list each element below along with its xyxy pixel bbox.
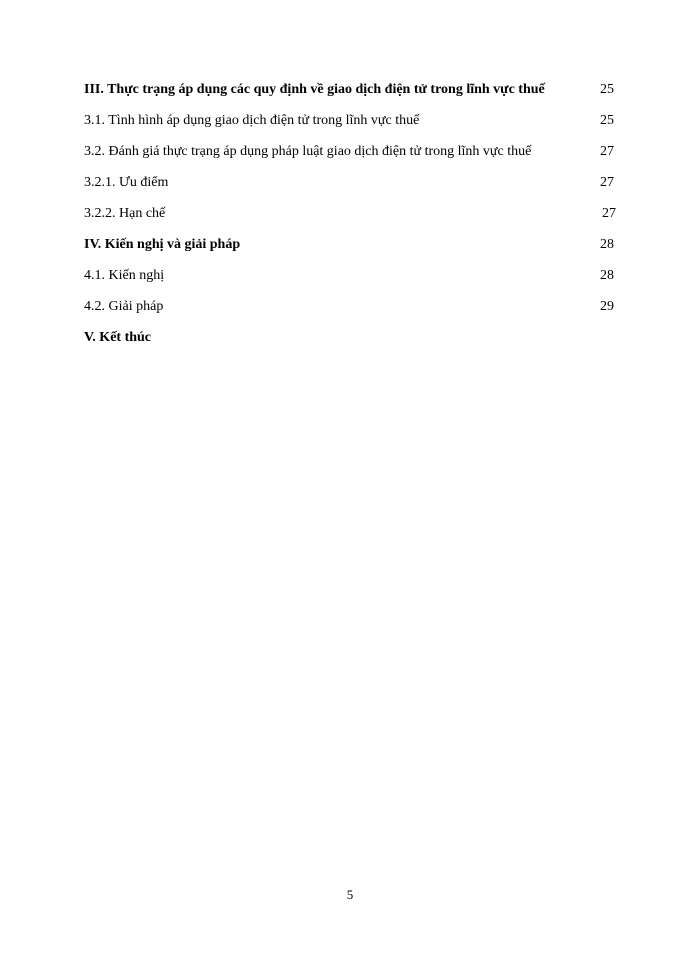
toc-entry-title: 3.2.1. Ưu điểm [84,175,169,190]
toc-entry-3-1 [84,111,614,142]
page-number: 5 [346,887,354,902]
toc-entry-page-number: 25 [600,113,614,128]
toc-entry-page-number: 28 [600,237,614,252]
toc-entry-page-number: 28 [600,268,614,283]
toc-entry-title: 3.2. Đánh giá thực trạng áp dụng pháp luật giao dịch điện tử trong lĩnh vực thuế [84,144,532,159]
toc-entry-page-number: 27 [602,206,616,221]
toc-entry-title: 3.2.2. Hạn chế [84,206,166,221]
toc-entry-title: IV. Kiến nghị và giải pháp [84,237,241,252]
toc-entry-section-iv [84,235,614,266]
toc-entry-page-number: 27 [600,144,614,159]
toc-entry-page-number: 27 [600,175,614,190]
toc-entry-section-iii [84,80,614,111]
toc-entry-title: 4.2. Giải pháp [84,299,164,314]
toc-entry-3-2-2 [84,204,614,235]
toc-entry-page-number: 25 [600,82,614,97]
toc-entry-3-2-1 [84,173,614,204]
toc-entry-4-2 [84,297,614,328]
toc-entry-4-1 [84,266,614,297]
toc-entry-section-v [84,328,614,359]
toc-entry-title: 3.1. Tình hình áp dụng giao dịch điện tử trong lĩnh vực thuế [84,113,420,128]
toc-entry-title: III. Thực trạng áp dụng các quy định về giao dịch điện tử trong lĩnh vực thuế [84,82,545,97]
table-of-contents [84,80,614,359]
toc-entry-title: 4.1. Kiến nghị [84,268,165,283]
toc-entry-3-2 [84,142,614,173]
toc-entry-page-number: 29 [600,299,614,314]
toc-entry-title: V. Kết thúc [84,330,152,345]
